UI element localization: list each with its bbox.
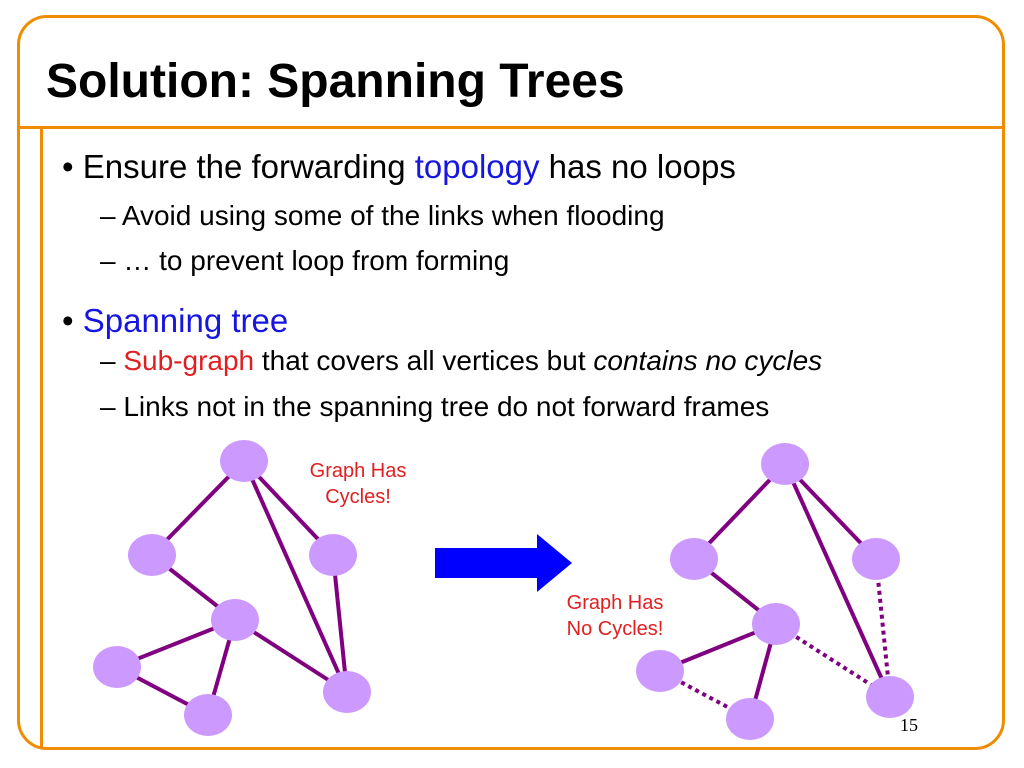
- sub-dash: –: [100, 200, 116, 231]
- graph-node: [670, 538, 718, 580]
- graph-node: [309, 534, 357, 576]
- sub-dash: –: [100, 345, 116, 376]
- right-graph-solid-edges: [660, 464, 890, 719]
- graph-node: [211, 599, 259, 641]
- caption-graph-no-cycles: [545, 590, 685, 642]
- sub-text: Avoid using some of the links when flooding: [121, 200, 665, 231]
- sub-text-italic: contains no cycles: [593, 345, 823, 376]
- graph-node: [726, 698, 774, 740]
- caption-line: Graph Has: [566, 592, 664, 614]
- bullet-text-post: has no loops: [539, 148, 736, 185]
- caption-graph-has-cycles: [288, 458, 428, 510]
- graph-node: [636, 650, 684, 692]
- bullet-marker: •: [62, 302, 74, 339]
- right-arrow-icon: [435, 534, 572, 592]
- graph-node: [220, 440, 268, 482]
- slide-title: Solution: Spanning Trees: [46, 55, 625, 108]
- bullet-text-pre: Ensure the forwarding: [82, 148, 415, 185]
- sub-text: … to prevent loop from forming: [123, 245, 510, 276]
- graph-node: [752, 603, 800, 645]
- caption-line: No Cycles!: [566, 618, 664, 640]
- sub-text: Links not in the spanning tree do not forward frames: [123, 391, 770, 422]
- sub-text-mid: that covers all vertices but: [254, 345, 594, 376]
- graph-node: [761, 443, 809, 485]
- bullet-marker: •: [62, 148, 74, 185]
- caption-line: Cycles!: [325, 486, 391, 508]
- graph-node: [323, 671, 371, 713]
- graph-node: [866, 676, 914, 718]
- graph-node: [128, 534, 176, 576]
- bullet-highlight-topology: topology: [414, 148, 540, 185]
- page-number: 15: [900, 715, 918, 735]
- graph-node: [93, 646, 141, 688]
- graph-node: [852, 538, 900, 580]
- graph-node: [184, 694, 232, 736]
- bullet-highlight-spanning-tree: Spanning tree: [82, 302, 289, 339]
- sub-dash: –: [100, 391, 116, 422]
- sub-dash: –: [100, 245, 116, 276]
- caption-line: Graph Has: [309, 460, 407, 482]
- sub-highlight-sub-graph: Sub-graph: [123, 345, 255, 376]
